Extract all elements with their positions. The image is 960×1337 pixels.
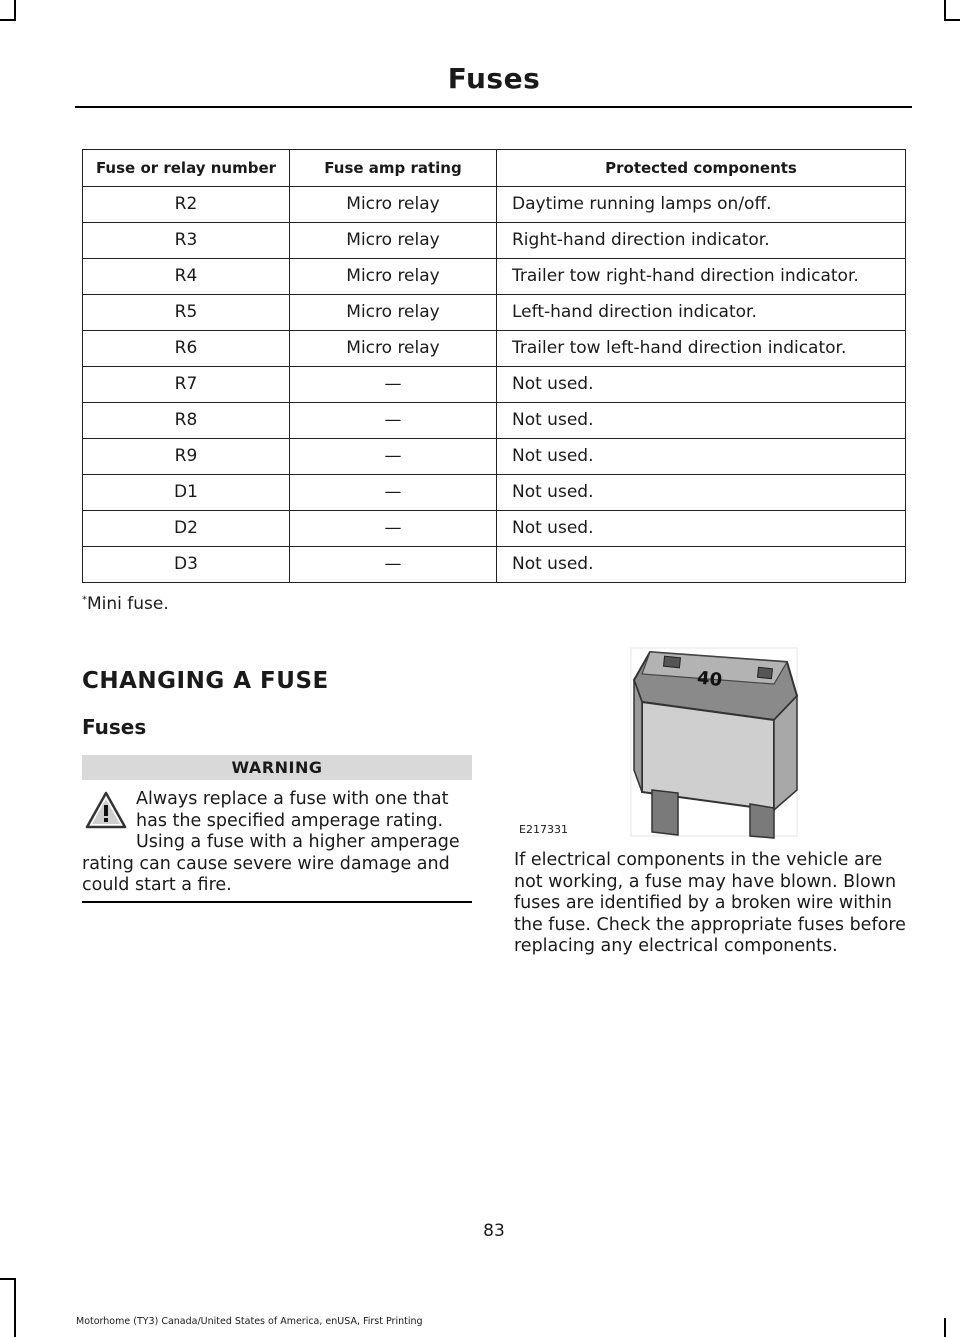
fuse-number: R5 (83, 295, 290, 331)
column-header: Fuse or relay number (83, 150, 290, 187)
fuse-number: R3 (83, 223, 290, 259)
table-row (83, 367, 906, 403)
protected-component: Not used. (497, 547, 906, 583)
protected-component: Not used. (497, 367, 906, 403)
fuse-number: R2 (83, 187, 290, 223)
table-row (83, 439, 906, 475)
fuse-number: R8 (83, 403, 290, 439)
protected-component: Trailer tow left-hand direction indicator. (497, 331, 906, 367)
crop-mark (0, 1278, 16, 1280)
amp-rating: Micro relay (290, 187, 497, 223)
fuse-rating-label: 40 (696, 667, 724, 691)
table-row (83, 547, 906, 583)
warning-label: WARNING (82, 755, 472, 780)
section-heading: CHANGING A FUSE (82, 668, 329, 694)
table-header-row (83, 150, 906, 187)
protected-component: Daytime running lamps on/off. (497, 187, 906, 223)
amp-rating: — (290, 403, 497, 439)
crop-mark (944, 0, 946, 20)
fuse-number: D1 (83, 475, 290, 511)
table-row (83, 511, 906, 547)
footer-text: Motorhome (TY3) Canada/United States of America, enUSA, First Printing (76, 1316, 423, 1327)
table-row (83, 331, 906, 367)
warning-body: Always replace a fuse with one that has the specified amperage rating. Using a fuse with a higher amperage rating can cause severe wire damage and could start a fire. (82, 789, 460, 895)
sub-heading: Fuses (82, 715, 147, 739)
protected-component: Left-hand direction indicator. (497, 295, 906, 331)
fuse-number: D2 (83, 511, 290, 547)
amp-rating: — (290, 511, 497, 547)
column-header: Fuse amp rating (290, 150, 497, 187)
crop-mark (0, 19, 16, 21)
crop-mark (14, 0, 16, 20)
amp-rating: Micro relay (290, 223, 497, 259)
crop-mark (944, 1318, 946, 1337)
table-footnote (82, 594, 169, 614)
amp-rating: Micro relay (290, 295, 497, 331)
table-row (83, 223, 906, 259)
amp-rating: — (290, 367, 497, 403)
protected-component: Not used. (497, 403, 906, 439)
amp-rating: Micro relay (290, 331, 497, 367)
protected-component: Not used. (497, 475, 906, 511)
footnote-marker: * (82, 594, 87, 606)
fuse-number: R6 (83, 331, 290, 367)
page-title: Fuses (447, 62, 541, 95)
header-divider (75, 106, 912, 108)
body-paragraph: If electrical components in the vehicle are not working, a fuse may have blown. Blown fuses are identified by a broken wire within the fuse. Check the appropriate fuses before replacing any electrical components. (514, 850, 906, 956)
amp-rating: — (290, 439, 497, 475)
warning-text (82, 789, 474, 897)
amp-rating: — (290, 547, 497, 583)
figure-label: E217331 (519, 823, 568, 836)
page-number: 83 (483, 1221, 505, 1241)
fuse-number: R4 (83, 259, 290, 295)
fuse-table (82, 149, 906, 583)
protected-component: Trailer tow right-hand direction indicator. (497, 259, 906, 295)
column-header: Protected components (497, 150, 906, 187)
crop-mark (14, 1278, 16, 1337)
fuse-number: R7 (83, 367, 290, 403)
table-row (83, 403, 906, 439)
fuse-illustration (512, 640, 907, 840)
table-row (83, 295, 906, 331)
table-row (83, 475, 906, 511)
protected-component: Not used. (497, 511, 906, 547)
footnote-text: Mini fuse. (87, 594, 169, 614)
crop-mark (944, 19, 960, 21)
warning-divider (82, 901, 472, 903)
protected-component: Right-hand direction indicator. (497, 223, 906, 259)
fuse-number: D3 (83, 547, 290, 583)
amp-rating: — (290, 475, 497, 511)
amp-rating: Micro relay (290, 259, 497, 295)
table-row (83, 259, 906, 295)
table-row (83, 187, 906, 223)
protected-component: Not used. (497, 439, 906, 475)
fuse-number: R9 (83, 439, 290, 475)
